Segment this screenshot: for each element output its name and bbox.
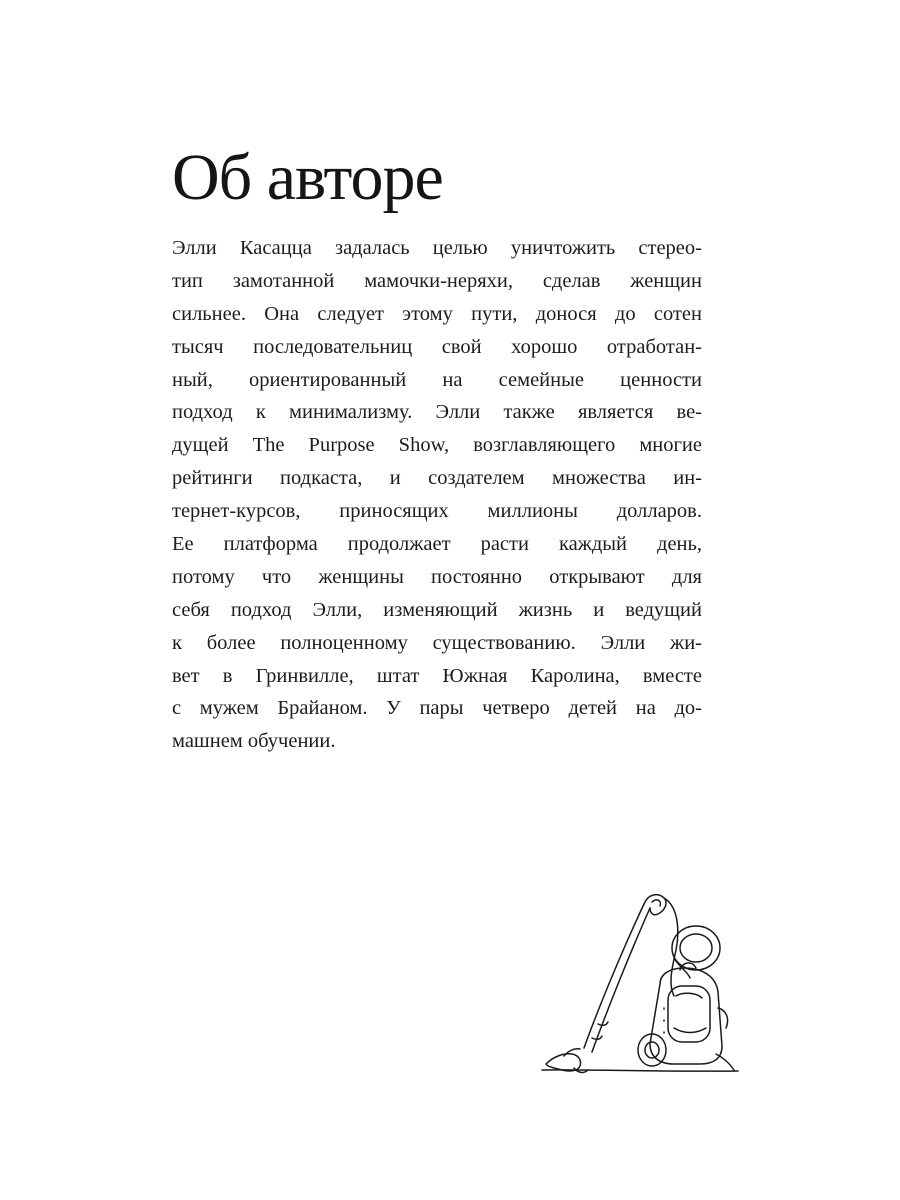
bio-line: Элли Касацца задалась целью уничтожить стерео- <box>172 237 702 259</box>
bio-line: сильнее. Она следует этому пути, донося до сотен <box>172 302 702 325</box>
vacuum-hose <box>664 898 678 996</box>
bio-line: с мужем Брайаном. У пары четверо детей на до- <box>172 697 702 720</box>
bio-line: машнем обучении. <box>172 730 336 753</box>
bio-line: потому что женщины постоянно открывают для <box>172 565 702 588</box>
bio-line: к более полноценному существованию. Элли жи- <box>172 631 702 654</box>
vacuum-canister <box>650 968 722 1064</box>
bio-line: вет в Гринвилле, штат Южная Каролина, вместе <box>172 664 702 687</box>
vacuum-handle <box>644 895 666 915</box>
bio-line: себя подход Элли, изменяющий жизнь и ведущий <box>172 598 702 621</box>
bio-line: тернет-курсов, приносящих миллионы долларов. <box>172 500 702 523</box>
vacuum-wheel <box>638 1034 666 1066</box>
bio-line: Ее платформа продолжает расти каждый день, <box>172 533 702 556</box>
page-title: Об авторе <box>172 141 443 214</box>
bio-line: тип замотанной мамочки-неряхи, сделав женщин <box>172 269 702 292</box>
vacuum-cleaner-icon <box>540 888 740 1084</box>
bio-line: ный, ориентированный на семейные ценности <box>172 368 702 391</box>
bio-line: рейтинги подкаста, и создателем множества ин- <box>172 467 702 490</box>
bio-line: дущей The Purpose Show, возглавляющего многие <box>172 434 702 457</box>
bio-line: тысяч последовательниц свой хорошо отработан- <box>172 335 702 358</box>
canister-tank <box>668 986 710 1042</box>
vacuum-nozzle <box>546 1054 581 1071</box>
author-bio-paragraph <box>172 232 702 758</box>
vacuum-wand <box>584 904 644 1048</box>
bio-line: подход к минимализму. Элли также является ве- <box>172 401 702 424</box>
